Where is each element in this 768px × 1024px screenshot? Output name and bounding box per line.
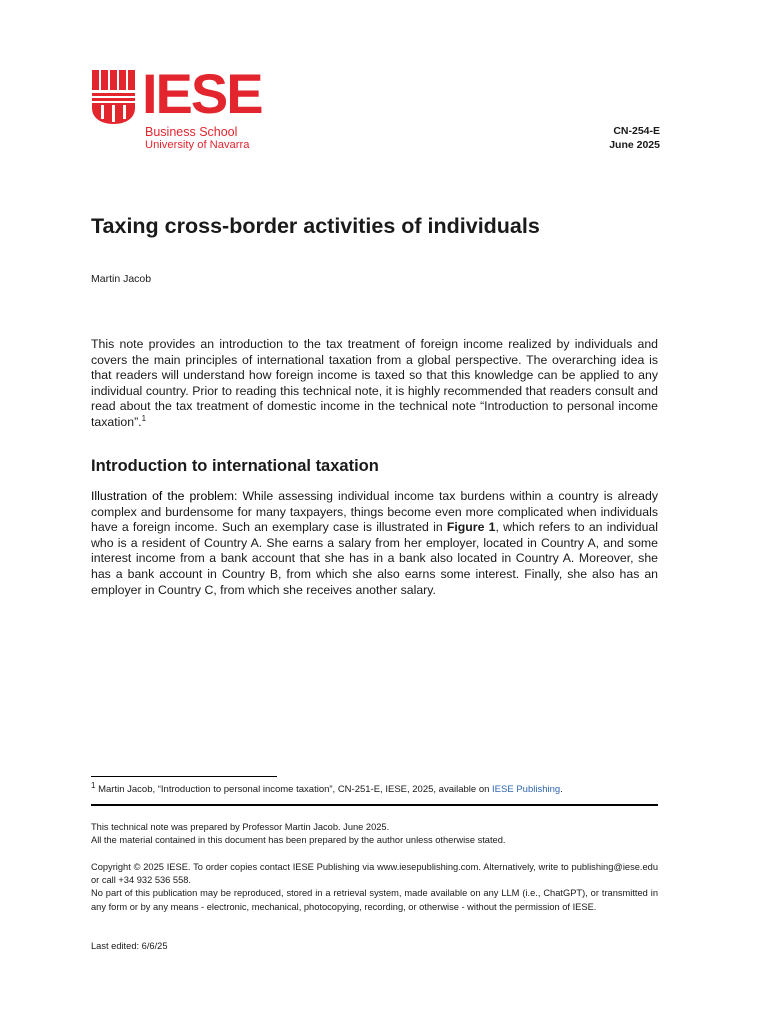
footnote-divider bbox=[91, 776, 277, 777]
section-heading: Introduction to international taxation bbox=[91, 457, 379, 475]
logo-wordmark: IESE bbox=[142, 62, 262, 125]
logo-subtitle-university: University of Navarra bbox=[145, 139, 250, 151]
iese-publishing-link[interactable]: IESE Publishing bbox=[492, 784, 561, 795]
material-line: All the material contained in this document has been prepared by the author unless otherwise stated. bbox=[91, 835, 506, 846]
intro-text: This note provides an introduction to the tax treatment of foreign income realized by individuals and covers the main principles of international taxation from a global perspective. The overarching idea is that readers will understand how foreign income is taxed so that this knowledge can be applied to any individual country. Prior to reading this technical note, it is highly recommended that readers consult and read about the tax treatment of domestic income in the technical note “Introduction to personal income taxation”. bbox=[91, 337, 658, 429]
copyright-text: Copyright © 2025 IESE. To order copies contact IESE Publishing via www.iesepublishing.com. Alternatively, write to publishing@iese.edu or call +34 932 536 558. bbox=[91, 862, 658, 886]
iese-crest-icon bbox=[92, 70, 138, 124]
section-paragraph bbox=[91, 489, 658, 598]
footnote-marker[interactable]: 1 bbox=[141, 413, 147, 423]
footnote-end: . bbox=[560, 784, 563, 795]
preparation-note bbox=[91, 821, 658, 847]
footnote-text: Martin Jacob, “Introduction to personal income taxation”, CN-251-E, IESE, 2025, available on bbox=[95, 784, 493, 795]
copyright-block bbox=[91, 861, 658, 914]
figure-reference[interactable]: Figure 1 bbox=[446, 520, 496, 535]
document-date: June 2025 bbox=[609, 139, 660, 151]
footnote-number: 1 bbox=[91, 780, 96, 790]
rights-text: No part of this publication may be reproduced, stored in a retrieval system, made available on any LLM (i.e., ChatGPT), or transmitted in any form or by any means - electronic, mechanical, photocopying, recording, or otherwise - without the permission of IESE. bbox=[91, 888, 658, 912]
section-text-before: : While assessing individual income tax burdens within a country is already complex and burdensome for many taxpayers, things become even more complicated when individuals have a foreign income. Such an exemplary case is illustrated in bbox=[91, 489, 658, 535]
runin-heading: Illustration of the problem bbox=[91, 489, 234, 503]
author-name: Martin Jacob bbox=[91, 273, 152, 285]
section-text-after: , which refers to an individual who is a resident of Country A. She earns a salary from her employer, located in Country A, and some interest income from a bank account that she has in a bank also located in Country A. Moreover, she has a bank account in Country B, from which she also earns some interest. Finally, she also has an employer in Country C, from which she receives another salary. bbox=[91, 520, 658, 597]
document-title: Taxing cross-border activities of individuals bbox=[91, 214, 540, 238]
document-reference bbox=[609, 124, 660, 152]
logo-subtitle-school: Business School bbox=[145, 125, 238, 139]
preparation-line: This technical note was prepared by Professor Martin Jacob. June 2025. bbox=[91, 822, 390, 832]
iese-logo bbox=[92, 62, 262, 152]
document-code: CN-254-E bbox=[613, 125, 660, 137]
last-edited: Last edited: 6/6/25 bbox=[91, 941, 168, 951]
footnote bbox=[91, 780, 658, 796]
intro-paragraph bbox=[91, 337, 658, 431]
colophon-divider bbox=[91, 804, 658, 806]
